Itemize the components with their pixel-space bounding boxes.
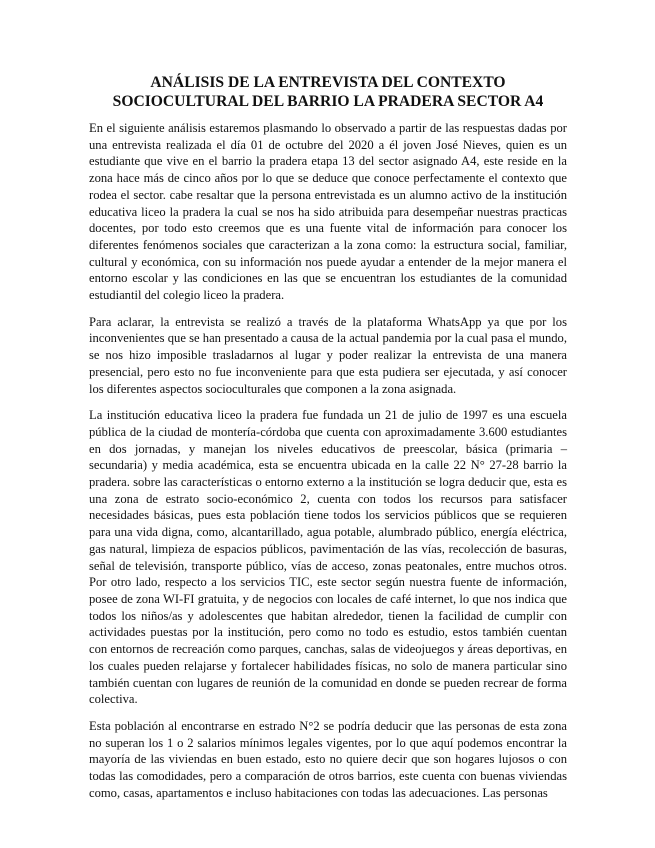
document-title bbox=[89, 73, 567, 111]
title-line-2: SOCIOCULTURAL DEL BARRIO LA PRADERA SECTOR A4 bbox=[112, 93, 544, 110]
document-page bbox=[89, 73, 567, 811]
paragraph-interview-method: Para aclarar, la entrevista se realizó a través de la plataforma WhatsApp ya que por los inconvenientes que se han presentado a causa de la actual pandemia por la cual pasa el mundo, se nos hizo imposible trasladarnos al lugar y poder realizar la entrevista de una manera presencial, pero esto no fue inconveniente para que esta pudiera ser ejecutada, y así conocer los diferentes aspectos socioculturales que componen a la zona asignada. bbox=[89, 314, 567, 396]
paragraph-institution: La institución educativa liceo la pradera fue fundada un 21 de julio de 1997 es una escuela pública de la ciudad de montería-córdoba que cuenta con aproximadamente 3.600 estudiantes en dos jornadas, y manejan los niveles educativos de preescolar, básica (primaria – secundaria) y media académica, esta se encuentra ubicada en la calle 22 N° 27-28 barrio la pradera. sobre las características o entorno externo a la institución se logra deducir que, esta es una zona de estrato socio-económico 2, cuenta con todos los recursos para satisfacer necesidades básicas, pues esta población tiene todos los servicios públicos que se requieren para una vida digna, como, alcantarillado, agua potable, alumbrado público, energía eléctrica, gas natural, limpieza de espacios públicos, pavimentación de las vías, recolección de basuras, señal de televisión, transporte público, vías de acceso, zonas peatonales, entre muchos otros. Por otro lado, respecto a los servicios TIC, este sector según nuestra fuente de información, posee de zona WI-FI gratuita, y de negocios con locales de café internet, lo que nos indica que todos los niños/as y adolescentes que habitan alrededor, tienen la facilidad de cumplir con actividades puestas por la institución, pero como no todo es estudio, estos también cuentan con entornos de recreación como parques, canchas, salas de videojuegos y áreas deportivas, en los cuales pueden relajarse y fortalecer habilidades físicas, no solo de manera particular sino también cuentan con lugares de reunión de la comunidad en donde se pueden recrear de forma colectiva. bbox=[89, 408, 567, 707]
title-line-1: ANÁLISIS DE LA ENTREVISTA DEL CONTEXTO bbox=[150, 74, 506, 91]
paragraph-intro: En el siguiente análisis estaremos plasmando lo observado a partir de las respuestas dadas por una entrevista realizada el día 01 de octubre del 2020 a él joven José Nieves, quien es un estudiante que vive en el barrio la pradera etapa 13 del sector asignado A4, este reside en la zona hace más de cinco años por lo que se deduce que conoce perfectamente el contexto que rodea el sector. cabe resaltar que la persona entrevistada es un alumno activo de la institución educativa liceo la pradera la cual se nos ha sido atribuida para desempeñar nuestras practicas docentes, por todo esto creemos que es una fuente vital de información para conocer los diferentes fenómenos sociales que caracterizan a la zona como: la estructura social, familiar, cultural y económica, con su información nos puede ayudar a entender de la mejor manera el entorno escolar y las condiciones en las que se encuentran los estudiantes de la comunidad estudiantil del colegio liceo la pradera. bbox=[89, 121, 567, 303]
paragraph-population: Esta población al encontrarse en estrado N°2 se podría deducir que las personas de esta zona no superan los 1 o 2 salarios mínimos legales vigentes, por lo que aquí podemos encontrar la mayoría de las viviendas en buen estado, esto no quiere decir que son hogares lujosos o con todas las comodidades, pero a comparación de otros barrios, este cuenta con buenas viviendas como, casas, apartamentos e incluso habitaciones con todas las adecuaciones. Las personas bbox=[89, 718, 567, 800]
